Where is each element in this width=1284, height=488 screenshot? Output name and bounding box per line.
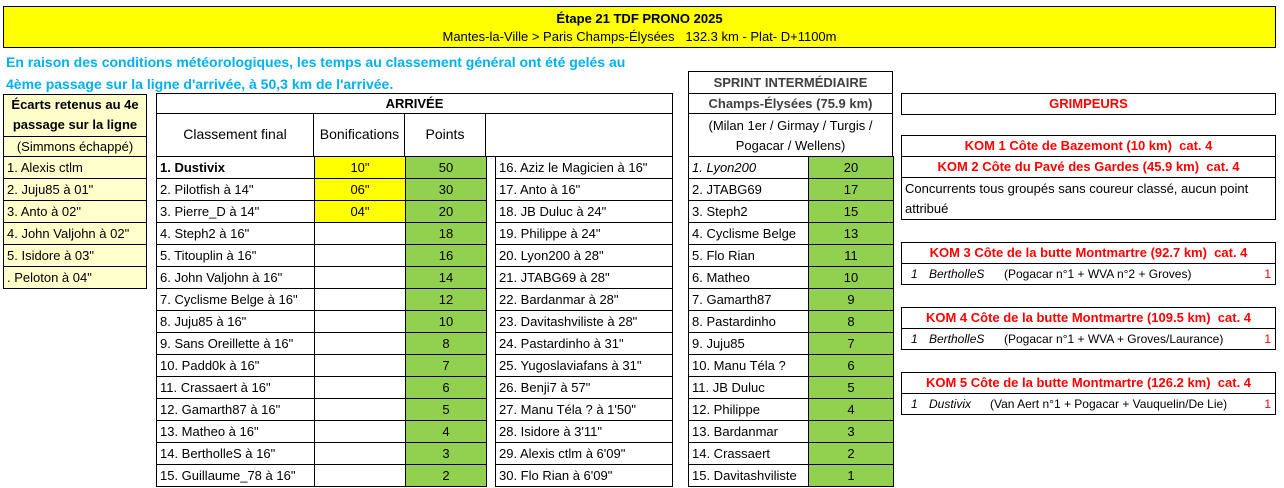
table-row <box>157 179 487 201</box>
finisher-points: 7 <box>406 355 487 377</box>
sprint-location: Champs-Élysées (75.9 km) <box>688 93 893 114</box>
kom4-name: BertholleS <box>929 332 985 346</box>
kom4-pts: 1 <box>1264 332 1271 346</box>
finisher-bonus <box>315 267 406 289</box>
finisher-name: 22. Bardanmar à 28" <box>496 289 673 311</box>
table-row <box>689 465 894 487</box>
kom5-pts: 1 <box>1264 397 1271 411</box>
gaps-header <box>3 94 147 137</box>
kom5-name: Dustivix <box>929 397 972 411</box>
table-row <box>4 179 147 201</box>
sprint-points: 20 <box>809 157 894 179</box>
table-row <box>689 377 894 399</box>
sprint-name: 13. Bardanmar <box>689 421 809 443</box>
sprint-name: 10. Manu Téla ? <box>689 355 809 377</box>
table-row <box>4 267 147 289</box>
finisher-name: 28. Isidore à 3'11" <box>496 421 673 443</box>
finisher-name: 11. Crassaert à 16" <box>157 377 315 399</box>
finisher-name: 4. Steph2 à 16" <box>157 223 315 245</box>
table-row <box>496 443 673 465</box>
finisher-name: 14. BertholleS à 16" <box>157 443 315 465</box>
table-row <box>496 245 673 267</box>
finisher-bonus <box>315 399 406 421</box>
sprint-name: 4. Cyclisme Belge <box>689 223 809 245</box>
finisher-name: 3. Pierre_D à 14" <box>157 201 315 223</box>
table-row <box>157 201 487 223</box>
table-row <box>689 267 894 289</box>
kom3-pts: 1 <box>1264 267 1271 281</box>
gaps-title-line1: Écarts retenus au 4e <box>11 97 139 112</box>
gaps-subtitle: (Simmons échappé) <box>3 136 147 157</box>
finisher-points: 2 <box>406 465 487 487</box>
table-row <box>157 399 487 421</box>
table-row <box>157 377 487 399</box>
arrivee-table <box>156 156 487 487</box>
sprint-points: 15 <box>809 201 894 223</box>
kom4-detail: (Pogacar n°1 + WVA + Groves/Laurance) <box>1004 332 1224 346</box>
sprint-name: 3. Steph2 <box>689 201 809 223</box>
sprint-title: SPRINT INTERMÉDIAIRE <box>688 71 893 94</box>
gap-entry: 3. Anto à 02" <box>4 201 147 223</box>
finisher-name: 5. Titouplin à 16" <box>157 245 315 267</box>
finisher-points: 5 <box>406 399 487 421</box>
table-row <box>496 355 673 377</box>
sprint-name: 14. Crassaert <box>689 443 809 465</box>
table-row <box>157 355 487 377</box>
finisher-bonus <box>315 421 406 443</box>
finisher-points: 12 <box>406 289 487 311</box>
finisher-bonus <box>315 311 406 333</box>
finisher-bonus: 06" <box>315 179 406 201</box>
finisher-name: 1. Dustivix <box>157 157 315 179</box>
finisher-name: 2. Pilotfish à 14" <box>157 179 315 201</box>
sprint-name: 8. Pastardinho <box>689 311 809 333</box>
table-row <box>4 245 147 267</box>
table-row <box>689 157 894 179</box>
kom3-detail: (Pogacar n°1 + WVA n°2 + Groves) <box>1004 267 1192 281</box>
kom5-detail: (Van Aert n°1 + Pogacar + Vauquelin/De Lie) <box>990 397 1228 411</box>
gap-entry: 1. Alexis ctlm <box>4 157 147 179</box>
kom4-rank: 1 <box>911 332 918 346</box>
finisher-points: 10 <box>406 311 487 333</box>
col-final-header: Classement final <box>183 126 287 142</box>
finisher-points: 18 <box>406 223 487 245</box>
table-row <box>4 157 147 179</box>
finisher-bonus <box>315 289 406 311</box>
table-row <box>157 465 487 487</box>
finisher-points: 8 <box>406 333 487 355</box>
kom2-title: KOM 2 Côte du Pavé des Gardes (45.9 km) cat. 4 <box>901 156 1276 178</box>
finisher-name: 16. Aziz le Magicien à 16" <box>496 157 673 179</box>
table-row <box>496 333 673 355</box>
table-row <box>689 289 894 311</box>
finisher-name: 27. Manu Téla ? à 1'50" <box>496 399 673 421</box>
finisher-name: 17. Anto à 16" <box>496 179 673 201</box>
sprint-name: 6. Matheo <box>689 267 809 289</box>
sprint-name: 1. Lyon200 <box>689 157 809 179</box>
sprint-points: 6 <box>809 355 894 377</box>
table-row <box>496 311 673 333</box>
sprint-points: 7 <box>809 333 894 355</box>
kom2-note: Concurrents tous groupés sans coureur classé, aucun point attribué <box>901 177 1276 220</box>
col-bonus-header: Bonifications <box>319 126 400 142</box>
table-row <box>157 157 487 179</box>
finisher-points: 20 <box>406 201 487 223</box>
table-row <box>689 443 894 465</box>
table-row <box>157 245 487 267</box>
finisher-name: 15. Guillaume_78 à 16" <box>157 465 315 487</box>
table-row <box>496 465 673 487</box>
col-points-header: Points <box>425 126 465 142</box>
table-row <box>496 289 673 311</box>
sprint-points: 2 <box>809 443 894 465</box>
finisher-name: 20. Lyon200 à 28" <box>496 245 673 267</box>
finisher-bonus <box>315 355 406 377</box>
header-banner <box>3 6 1276 48</box>
finisher-points: 4 <box>406 421 487 443</box>
table-row <box>4 201 147 223</box>
sprint-points: 3 <box>809 421 894 443</box>
finisher-points: 50 <box>406 157 487 179</box>
table-row <box>157 421 487 443</box>
sprint-riders <box>688 113 893 157</box>
grimpeurs-title: GRIMPEURS <box>901 93 1276 115</box>
table-row <box>689 245 894 267</box>
finisher-bonus <box>315 377 406 399</box>
finisher-bonus: 04" <box>315 201 406 223</box>
table-row <box>496 223 673 245</box>
table-row <box>689 179 894 201</box>
kom4-title: KOM 4 Côte de la butte Montmartre (109.5 km) cat. 4 <box>901 307 1276 329</box>
notice-line-2: 4ème passage sur la ligne d'arrivée, à 50,3 km de l'arrivée. <box>6 76 394 92</box>
table-row <box>689 355 894 377</box>
finisher-points: 3 <box>406 443 487 465</box>
table-row <box>4 223 147 245</box>
arrivee-table-2 <box>495 156 673 487</box>
table-row <box>496 377 673 399</box>
sprint-name: 2. JTABG69 <box>689 179 809 201</box>
finisher-bonus <box>315 465 406 487</box>
kom3-row <box>901 263 1276 285</box>
table-row <box>496 179 673 201</box>
finisher-name: 9. Sans Oreillette à 16" <box>157 333 315 355</box>
sprint-riders-line1: (Milan 1er / Girmay / Turgis / <box>708 118 873 133</box>
finisher-name: 25. Yugoslaviafans à 31" <box>496 355 673 377</box>
table-row <box>689 333 894 355</box>
table-row <box>496 399 673 421</box>
arrivee-title: ARRIVÉE <box>156 93 673 114</box>
finisher-points: 16 <box>406 245 487 267</box>
table-row <box>689 311 894 333</box>
finisher-bonus <box>315 223 406 245</box>
gaps-title-line2: passage sur la ligne <box>12 117 138 132</box>
finisher-name: 24. Pastardinho à 31" <box>496 333 673 355</box>
finisher-name: 21. JTABG69 à 28" <box>496 267 673 289</box>
table-row <box>689 223 894 245</box>
table-row <box>157 311 487 333</box>
sprint-points: 9 <box>809 289 894 311</box>
sprint-points: 11 <box>809 245 894 267</box>
sprint-name: 5. Flo Rian <box>689 245 809 267</box>
table-row <box>157 443 487 465</box>
table-row <box>496 157 673 179</box>
sprint-points: 13 <box>809 223 894 245</box>
table-row <box>496 267 673 289</box>
gap-entry: . Peloton à 04" <box>4 267 147 289</box>
sprint-table <box>688 156 894 487</box>
gaps-table <box>3 156 147 289</box>
table-row <box>689 399 894 421</box>
finisher-points: 30 <box>406 179 487 201</box>
finisher-name: 8. Juju85 à 16" <box>157 311 315 333</box>
table-row <box>496 201 673 223</box>
gap-entry: 4. John Valjohn à 02" <box>4 223 147 245</box>
finisher-name: 18. JB Duluc à 24" <box>496 201 673 223</box>
sprint-points: 17 <box>809 179 894 201</box>
table-row <box>157 267 487 289</box>
sprint-name: 12. Philippe <box>689 399 809 421</box>
gap-entry: 2. Juju85 à 01" <box>4 179 147 201</box>
finisher-name: 10. Padd0k à 16" <box>157 355 315 377</box>
finisher-points: 14 <box>406 267 487 289</box>
finisher-bonus <box>315 333 406 355</box>
kom5-rank: 1 <box>911 397 918 411</box>
finisher-name: 6. John Valjohn à 16" <box>157 267 315 289</box>
sprint-points: 8 <box>809 311 894 333</box>
finisher-name: 12. Gamarth87 à 16" <box>157 399 315 421</box>
stage-subtitle: Mantes-la-Ville > Paris Champs-Élysées 132.3 km - Plat- D+1100m <box>442 29 837 44</box>
table-row <box>689 421 894 443</box>
sprint-points: 5 <box>809 377 894 399</box>
kom3-title: KOM 3 Côte de la butte Montmartre (92.7 km) cat. 4 <box>901 242 1276 264</box>
kom3-name: BertholleS <box>929 267 985 281</box>
finisher-name: 19. Philippe à 24" <box>496 223 673 245</box>
finisher-name: 26. Benji7 à 57" <box>496 377 673 399</box>
kom4-row <box>901 328 1276 350</box>
table-row <box>157 223 487 245</box>
finisher-points: 6 <box>406 377 487 399</box>
finisher-name: 13. Matheo à 16" <box>157 421 315 443</box>
gap-entry: 5. Isidore à 03" <box>4 245 147 267</box>
finisher-name: 30. Flo Rian à 6'09" <box>496 465 673 487</box>
page-title: Étape 21 TDF PRONO 2025 <box>556 11 723 26</box>
finisher-name: 29. Alexis ctlm à 6'09" <box>496 443 673 465</box>
finisher-bonus: 10" <box>315 157 406 179</box>
finisher-bonus <box>315 443 406 465</box>
finisher-name: 7. Cyclisme Belge à 16" <box>157 289 315 311</box>
sprint-points: 4 <box>809 399 894 421</box>
sprint-name: 9. Juju85 <box>689 333 809 355</box>
table-row <box>157 289 487 311</box>
table-row <box>157 333 487 355</box>
sprint-riders-line2: Pogacar / Wellens) <box>735 138 846 153</box>
sprint-name: 7. Gamarth87 <box>689 289 809 311</box>
finisher-name: 23. Davitashviliste à 28" <box>496 311 673 333</box>
table-row <box>496 421 673 443</box>
weather-notice <box>6 51 686 95</box>
kom5-title: KOM 5 Côte de la butte Montmartre (126.2 km) cat. 4 <box>901 372 1276 394</box>
table-row <box>689 201 894 223</box>
sprint-points: 1 <box>809 465 894 487</box>
sprint-name: 11. JB Duluc <box>689 377 809 399</box>
sprint-points: 10 <box>809 267 894 289</box>
kom3-rank: 1 <box>911 267 918 281</box>
kom1-title: KOM 1 Côte de Bazemont (10 km) cat. 4 <box>901 135 1276 157</box>
notice-line-1: En raison des conditions météorologiques, les temps au classement général ont été gelés au <box>6 54 626 70</box>
kom5-row <box>901 393 1276 415</box>
sprint-name: 15. Davitashviliste <box>689 465 809 487</box>
finisher-bonus <box>315 245 406 267</box>
